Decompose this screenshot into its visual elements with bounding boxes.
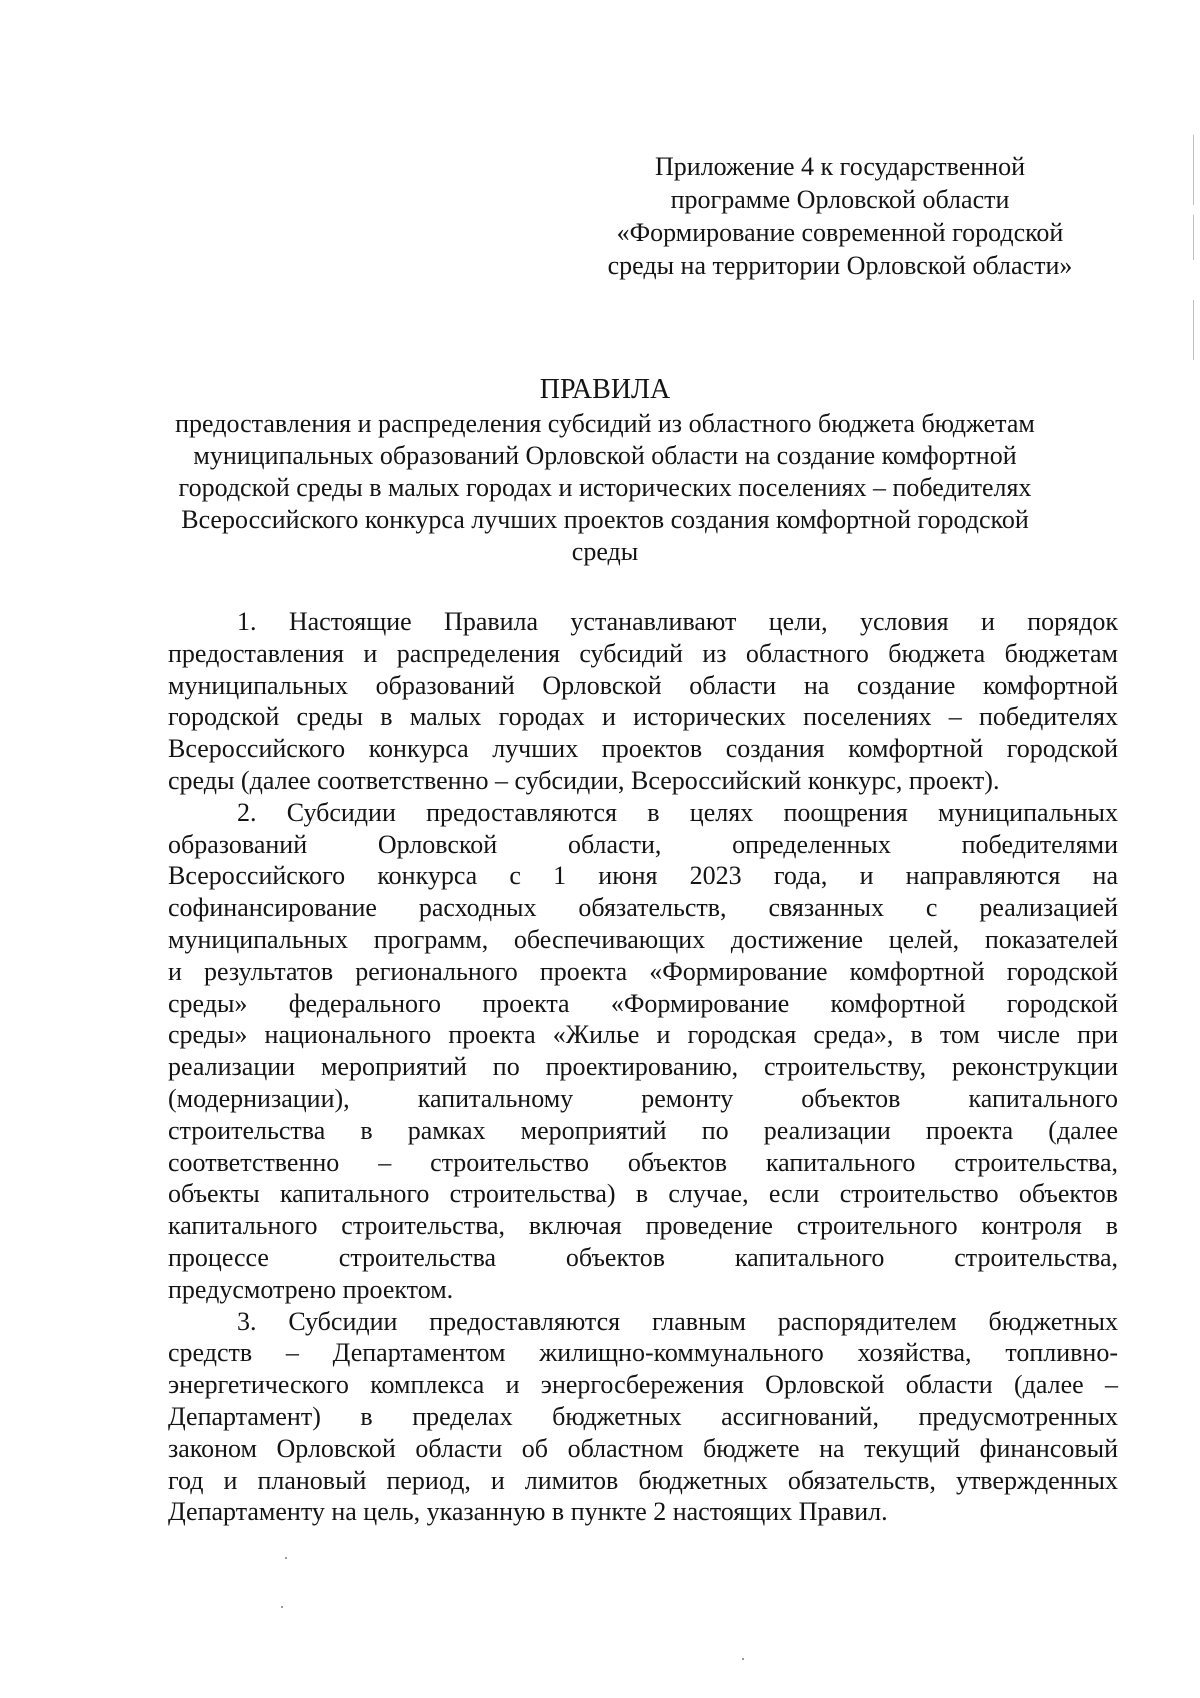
paragraph-line: процессе строительства объектов капитального строительства, [168,1242,1118,1272]
subtitle-line: предоставления и распределения субсидий из областного бюджета бюджетам [175,409,1035,438]
document-body [168,606,1118,1528]
appendix-line: программе Орловской области [670,185,1010,214]
paragraph-line: соответственно – строительство объектов капитального строительства, [168,1147,1118,1177]
subtitle-line: муниципальных образований Орловской области на создание комфортной [193,441,1017,470]
paragraph-line: городской среды в малых городах и исторических поселениях – победителях [168,702,1118,732]
scan-edge-mark [1193,300,1194,360]
paragraph-line: Департамент) в пределах бюджетных ассигнований, предусмотренных [168,1401,1118,1431]
paragraph-line: реализации мероприятий по проектированию, строительству, реконструкции [168,1052,1118,1082]
paragraph-1 [168,606,1118,797]
subtitle-line: Всероссийского конкурса лучших проектов создания комфортной городской [181,505,1029,534]
paragraph-line: и результатов регионального проекта «Формирование комфортной городской [168,956,1118,986]
paragraph-line: год и плановый период, и лимитов бюджетных обязательств, утвержденных [168,1465,1118,1495]
appendix-line: Приложение 4 к государственной [655,152,1025,181]
paragraph-2 [168,797,1118,1306]
paragraph-line: предусмотрено проектом. [168,1274,454,1304]
scan-edge-mark [1193,215,1194,260]
subtitle-line: среды [571,537,639,566]
appendix-line: «Формирование современной городской [616,218,1064,247]
appendix-line: среды на территории Орловской области» [607,251,1073,280]
paragraph-line: муниципальных образований Орловской области на создание комфортной [168,670,1118,700]
paragraph-line: Департаменту на цель, указанную в пункте 2 настоящих Правил. [168,1497,888,1527]
paragraph-line: строительства в рамках мероприятий по реализации проекта (далее [168,1115,1118,1145]
paragraph-line: 2. Субсидии предоставляются в целях поощрения муниципальных [237,797,1118,827]
paragraph-line: 3. Субсидии предоставляются главным распорядителем бюджетных [237,1306,1118,1336]
paragraph-line: Всероссийского конкурса с 1 июня 2023 года, и направляются на [168,861,1118,891]
paragraph-line: среды (далее соответственно – субсидии, Всероссийский конкурс, проект). [168,765,1000,795]
paragraph-line: 1. Настоящие Правила устанавливают цели, условия и порядок [237,607,1118,636]
paragraph-line: предоставления и распределения субсидий из областного бюджета бюджетам [168,638,1118,668]
appendix-header [580,150,1100,282]
document-title: ПРАВИЛА [539,374,671,405]
paragraph-line: средств – Департаментом жилищно-коммунального хозяйства, топливно- [168,1338,1118,1368]
scan-speck [742,1658,744,1660]
scan-speck [281,1606,283,1608]
paragraph-line: софинансирование расходных обязательств, связанных с реализацией [168,893,1118,923]
paragraph-line: образований Орловской области, определенных победителями [168,829,1118,859]
paragraph-3 [168,1306,1118,1529]
subtitle-line: городской среды в малых городах и исторических поселениях – победителях [178,473,1032,502]
scan-edge-mark [1193,135,1194,205]
paragraph-line: Всероссийского конкурса лучших проектов создания комфортной городской [168,734,1118,764]
paragraph-line: среды» национального проекта «Жилье и городская среда», в том числе при [168,1020,1118,1050]
scan-speck [285,1557,287,1559]
paragraph-line: муниципальных программ, обеспечивающих достижение целей, показателей [168,924,1118,954]
paragraph-line: объекты капитального строительства) в случае, если строительство объектов [168,1179,1118,1209]
paragraph-line: среды» федерального проекта «Формирование комфортной городской [168,988,1118,1018]
document-subtitle [155,408,1055,568]
paragraph-line: (модернизации), капитальному ремонту объектов капитального [168,1083,1118,1113]
paragraph-line: энергетического комплекса и энергосбережения Орловской области (далее – [168,1370,1118,1400]
paragraph-line: капитального строительства, включая проведение строительного контроля в [168,1211,1118,1241]
paragraph-line: законом Орловской области об областном бюджете на текущий финансовый [168,1433,1118,1463]
